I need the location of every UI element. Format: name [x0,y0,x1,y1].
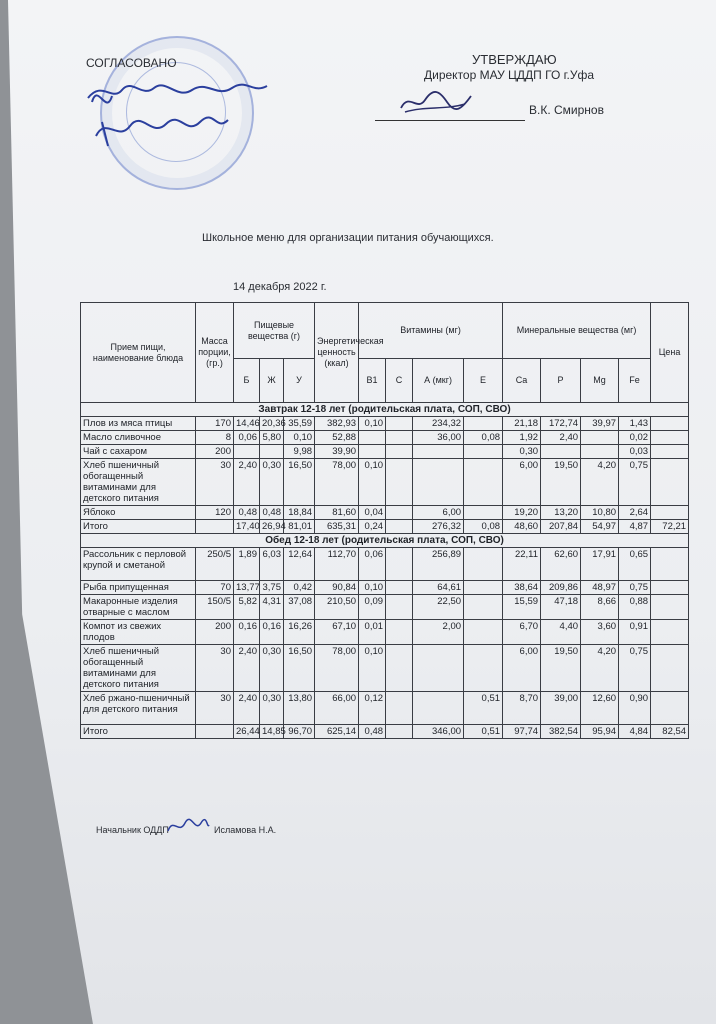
total-fe: 4,84 [619,725,651,739]
cell-u: 9,98 [284,445,315,459]
cell-b1: 0,10 [359,645,386,692]
director-position: Директор МАУ ЦДДП ГО г.Уфа [424,68,595,82]
header-energy: Энергетическая ценность (ккал) [315,303,359,403]
cell-zh: 20,36 [260,417,284,431]
header-minerals: Минеральные вещества (мг) [503,303,651,359]
cell-energy: 78,00 [315,645,359,692]
menu-date: 14 декабря 2022 г. [233,281,327,293]
table-row [81,459,689,506]
dish-name: Макаронные изделия отварные с маслом [81,595,196,620]
dish-name: Яблоко [81,506,196,520]
cell-zh: 0,30 [260,692,284,725]
cell-e [464,417,503,431]
director-name: В.К. Смирнов [529,103,604,117]
cell-c [386,417,413,431]
cell-mg: 8,66 [581,595,619,620]
cell-mg: 17,91 [581,548,619,581]
cell-price [651,417,689,431]
cell-zh [260,445,284,459]
cell-zh: 0,48 [260,506,284,520]
cell-zh: 0,30 [260,645,284,692]
cell-b1: 0,06 [359,548,386,581]
cell-b: 2,40 [234,692,260,725]
cell-mg [581,445,619,459]
dish-name: Компот из свежих плодов [81,620,196,645]
section-header-row [81,403,689,417]
header-vitamins: Витамины (мг) [359,303,503,359]
cell-mass: 120 [196,506,234,520]
cell-zh: 5,80 [260,431,284,445]
header-b1: В1 [359,359,386,403]
header-a: А (мкг) [413,359,464,403]
cell-energy: 67,10 [315,620,359,645]
total-c [386,725,413,739]
cell-b1: 0,10 [359,459,386,506]
cell-c [386,431,413,445]
cell-u: 37,08 [284,595,315,620]
cell-ca: 1,92 [503,431,541,445]
dish-name: Рыба припущенная [81,581,196,595]
total-energy: 635,31 [315,520,359,534]
cell-b: 0,06 [234,431,260,445]
cell-p: 19,50 [541,645,581,692]
signature-line [375,120,525,121]
cell-u: 0,10 [284,431,315,445]
cell-e: 0,51 [464,692,503,725]
cell-b1: 0,01 [359,620,386,645]
cell-mg: 12,60 [581,692,619,725]
cell-c [386,692,413,725]
total-e: 0,51 [464,725,503,739]
cell-e [464,645,503,692]
total-fe: 4,87 [619,520,651,534]
cell-e: 0,08 [464,431,503,445]
cell-energy: 39,90 [315,445,359,459]
total-row [81,725,689,739]
cell-mass: 30 [196,692,234,725]
cell-fe: 0,65 [619,548,651,581]
table-row [81,417,689,431]
total-b1: 0,48 [359,725,386,739]
cell-u: 35,59 [284,417,315,431]
cell-a: 234,32 [413,417,464,431]
cell-b1: 0,10 [359,417,386,431]
cell-mg: 10,80 [581,506,619,520]
total-mass [196,725,234,739]
total-zh: 26,94 [260,520,284,534]
section-title: Завтрак 12-18 лет (родительская плата, СОП, СВО) [81,403,689,417]
total-price: 82,54 [651,725,689,739]
cell-a: 2,00 [413,620,464,645]
total-mg: 95,94 [581,725,619,739]
total-a: 346,00 [413,725,464,739]
cell-b1: 0,04 [359,506,386,520]
cell-e [464,459,503,506]
total-label: Итого [81,725,196,739]
cell-mass: 200 [196,620,234,645]
cell-a [413,459,464,506]
cell-fe: 0,75 [619,581,651,595]
cell-ca: 19,20 [503,506,541,520]
cell-u: 0,42 [284,581,315,595]
cell-p: 13,20 [541,506,581,520]
total-b1: 0,24 [359,520,386,534]
cell-ca: 38,64 [503,581,541,595]
cell-p: 4,40 [541,620,581,645]
header-mg: Mg [581,359,619,403]
total-u: 81,01 [284,520,315,534]
total-label: Итого [81,520,196,534]
header-mass: Масса порции, (гр.) [196,303,234,403]
header-b: Б [234,359,260,403]
table-row [81,645,689,692]
header-meal: Прием пищи, наименование блюда [81,303,196,403]
cell-u: 13,80 [284,692,315,725]
cell-fe: 0,91 [619,620,651,645]
cell-zh: 6,03 [260,548,284,581]
cell-mg [581,431,619,445]
cell-mass: 30 [196,645,234,692]
cell-p: 172,74 [541,417,581,431]
table-row [81,581,689,595]
total-energy: 625,14 [315,725,359,739]
cell-b: 5,82 [234,595,260,620]
cell-c [386,506,413,520]
cell-energy: 382,93 [315,417,359,431]
cell-c [386,581,413,595]
header-zh: Ж [260,359,284,403]
cell-mg: 4,20 [581,459,619,506]
cell-a: 22,50 [413,595,464,620]
cell-energy: 78,00 [315,459,359,506]
cell-energy: 112,70 [315,548,359,581]
cell-fe: 0,75 [619,459,651,506]
cell-price [651,445,689,459]
cell-b: 13,77 [234,581,260,595]
total-mass [196,520,234,534]
cell-price [651,431,689,445]
cell-zh: 3,75 [260,581,284,595]
cell-p: 62,60 [541,548,581,581]
cell-b1 [359,431,386,445]
header-ca: Ca [503,359,541,403]
cell-u: 18,84 [284,506,315,520]
table-row [81,548,689,581]
table-row [81,692,689,725]
header-nutrients: Пищевые вещества (г) [234,303,315,359]
table-row [81,595,689,620]
cell-mass: 30 [196,459,234,506]
table-row [81,620,689,645]
cell-p [541,445,581,459]
cell-price [651,595,689,620]
cell-ca: 0,30 [503,445,541,459]
dish-name: Хлеб пшеничный обогащенный витаминами для детского питания [81,459,196,506]
cell-e [464,506,503,520]
cell-b: 14,46 [234,417,260,431]
total-p: 207,84 [541,520,581,534]
cell-b: 2,40 [234,645,260,692]
dish-name: Хлеб пшеничный обогащенный витаминами для детского питания [81,645,196,692]
cell-c [386,595,413,620]
cell-mass: 8 [196,431,234,445]
cell-energy: 52,88 [315,431,359,445]
cell-e [464,595,503,620]
approve-label: УТВЕРЖДАЮ [472,52,557,67]
cell-energy: 90,84 [315,581,359,595]
header-price: Цена [651,303,689,403]
cell-b1: 0,09 [359,595,386,620]
total-e: 0,08 [464,520,503,534]
cell-price [651,506,689,520]
cell-fe: 0,03 [619,445,651,459]
cell-a: 64,61 [413,581,464,595]
total-c [386,520,413,534]
cell-price [651,692,689,725]
table-row [81,431,689,445]
cell-c [386,548,413,581]
cell-mass: 200 [196,445,234,459]
cell-energy: 81,60 [315,506,359,520]
total-a: 276,32 [413,520,464,534]
cell-u: 16,50 [284,645,315,692]
header-fe: Fe [619,359,651,403]
cell-ca: 6,00 [503,645,541,692]
cell-e [464,620,503,645]
cell-price [651,620,689,645]
cell-mg: 48,97 [581,581,619,595]
header-e: Е [464,359,503,403]
section-header-row [81,534,689,548]
cell-b: 1,89 [234,548,260,581]
header-p: P [541,359,581,403]
dish-name: Чай с сахаром [81,445,196,459]
cell-zh: 4,31 [260,595,284,620]
cell-p: 39,00 [541,692,581,725]
cell-price [651,459,689,506]
cell-b [234,445,260,459]
cell-c [386,620,413,645]
dish-name: Рассольник с перловой крупой и сметаной [81,548,196,581]
cell-ca: 21,18 [503,417,541,431]
total-price: 72,21 [651,520,689,534]
cell-fe: 0,02 [619,431,651,445]
dish-name: Хлеб ржано-пшеничный для детского питания [81,692,196,725]
document-title: Школьное меню для организации питания обучающихся. [202,232,494,244]
total-b: 17,40 [234,520,260,534]
cell-b: 0,16 [234,620,260,645]
cell-mg: 39,97 [581,417,619,431]
cell-a: 6,00 [413,506,464,520]
menu-table [80,302,689,739]
cell-a: 256,89 [413,548,464,581]
cell-e [464,548,503,581]
director-signature [395,84,475,120]
cell-ca: 6,70 [503,620,541,645]
section-title: Обед 12-18 лет (родительская плата, СОП, СВО) [81,534,689,548]
agreed-label: СОГЛАСОВАНО [86,56,177,70]
cell-mass: 70 [196,581,234,595]
footer-position: Начальник ОДДП [96,825,169,835]
cell-zh: 0,30 [260,459,284,506]
total-ca: 48,60 [503,520,541,534]
cell-b: 2,40 [234,459,260,506]
cell-price [651,645,689,692]
cell-b1: 0,12 [359,692,386,725]
cell-mg: 3,60 [581,620,619,645]
cell-ca: 8,70 [503,692,541,725]
cell-mass: 250/5 [196,548,234,581]
cell-mass: 170 [196,417,234,431]
cell-e [464,445,503,459]
cell-e [464,581,503,595]
cell-fe: 2,64 [619,506,651,520]
total-zh: 14,85 [260,725,284,739]
cell-fe: 0,75 [619,645,651,692]
cell-p: 2,40 [541,431,581,445]
cell-b1 [359,445,386,459]
cell-energy: 66,00 [315,692,359,725]
dish-name: Плов из мяса птицы [81,417,196,431]
cell-price [651,548,689,581]
header-u: У [284,359,315,403]
cell-a [413,645,464,692]
header-c: С [386,359,413,403]
total-ca: 97,74 [503,725,541,739]
total-mg: 54,97 [581,520,619,534]
cell-mg: 4,20 [581,645,619,692]
total-row [81,520,689,534]
cell-fe: 0,90 [619,692,651,725]
cell-p: 19,50 [541,459,581,506]
cell-c [386,445,413,459]
total-b: 26,44 [234,725,260,739]
table-row [81,445,689,459]
cell-p: 209,86 [541,581,581,595]
cell-u: 12,64 [284,548,315,581]
cell-a [413,692,464,725]
menu-table-body [81,403,689,739]
cell-ca: 6,00 [503,459,541,506]
cell-b: 0,48 [234,506,260,520]
cell-c [386,459,413,506]
cell-a [413,445,464,459]
cell-c [386,645,413,692]
cell-fe: 1,43 [619,417,651,431]
total-u: 96,70 [284,725,315,739]
footer-signature [165,815,211,837]
total-p: 382,54 [541,725,581,739]
handwritten-signature-left [82,72,272,152]
cell-u: 16,26 [284,620,315,645]
cell-mass: 150/5 [196,595,234,620]
cell-fe: 0,88 [619,595,651,620]
cell-a: 36,00 [413,431,464,445]
dish-name: Масло сливочное [81,431,196,445]
table-row [81,506,689,520]
cell-zh: 0,16 [260,620,284,645]
footer-name: Исламова Н.А. [214,825,277,835]
cell-price [651,581,689,595]
cell-energy: 210,50 [315,595,359,620]
cell-b1: 0,10 [359,581,386,595]
cell-ca: 22,11 [503,548,541,581]
cell-u: 16,50 [284,459,315,506]
cell-ca: 15,59 [503,595,541,620]
cell-p: 47,18 [541,595,581,620]
